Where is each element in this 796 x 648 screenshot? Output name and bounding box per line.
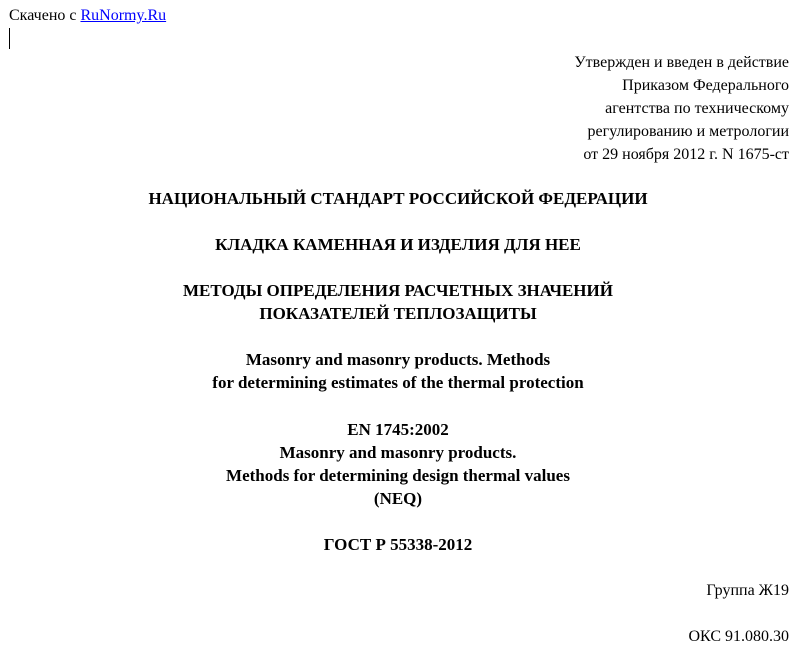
reference-line: (NEQ) <box>373 489 423 508</box>
standard-code: ГОСТ Р 55338-2012 <box>323 535 473 554</box>
title-ru-primary: КЛАДКА КАМЕННАЯ И ИЗДЕЛИЯ ДЛЯ НЕЕ <box>215 235 581 254</box>
title-en <box>0 348 796 394</box>
approval-line: агентства по техническому <box>605 100 789 117</box>
reference-line: EN 1745:2002 <box>347 420 449 439</box>
title-ru-secondary-line: ПОКАЗАТЕЛЕЙ ТЕПЛОЗАЩИТЫ <box>259 304 537 323</box>
reference-standard <box>0 418 796 510</box>
approval-line: от 29 ноября 2012 г. N 1675-ст <box>583 146 789 163</box>
approval-line: регулированию и метрологии <box>587 123 789 140</box>
approval-line: Утвержден и введен в действие <box>574 54 789 71</box>
source-prefix: Скачено с <box>9 7 81 24</box>
source-link[interactable]: RuNormy.Ru <box>80 7 167 24</box>
oks-code: ОКС 91.080.30 <box>688 628 789 645</box>
standard-type: НАЦИОНАЛЬНЫЙ СТАНДАРТ РОССИЙСКОЙ ФЕДЕРАЦИИ <box>148 189 648 208</box>
title-ru-secondary <box>0 279 796 325</box>
reference-line: Methods for determining design thermal values <box>226 466 570 485</box>
approval-block <box>574 51 789 166</box>
source-line <box>9 6 166 25</box>
approval-line: Приказом Федерального <box>622 77 789 94</box>
reference-line: Masonry and masonry products. <box>279 443 517 462</box>
group-label: Группа Ж19 <box>706 582 789 599</box>
title-en-line: for determining estimates of the thermal protection <box>212 373 584 392</box>
text-cursor <box>9 28 10 49</box>
title-ru-secondary-line: МЕТОДЫ ОПРЕДЕЛЕНИЯ РАСЧЕТНЫХ ЗНАЧЕНИЙ <box>183 281 613 300</box>
title-en-line: Masonry and masonry products. Methods <box>245 350 551 369</box>
